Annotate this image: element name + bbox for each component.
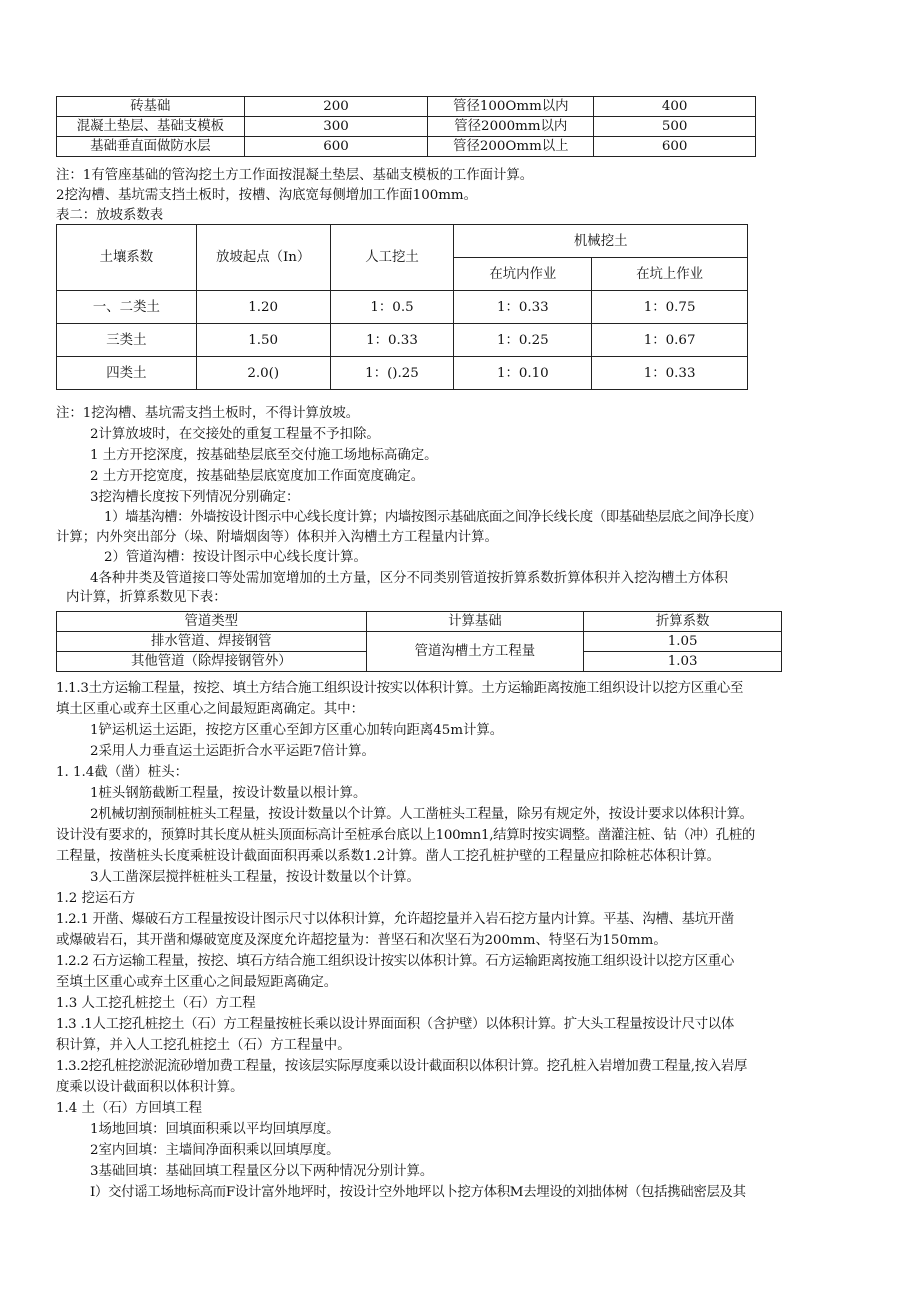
table-cell: 200 <box>244 97 428 117</box>
table-cell: 300 <box>244 117 428 137</box>
paragraph-line: 2采用人力垂直运土运距折合水平运距7倍计算。 <box>90 744 375 759</box>
table-row <box>57 291 748 324</box>
table-row <box>57 632 782 652</box>
header-on-pit: 在坑上作业 <box>592 258 748 291</box>
table-cell: 1.03 <box>584 652 782 672</box>
work-face-table <box>56 96 756 157</box>
table-row <box>57 357 748 390</box>
paragraph-line: 填土区重心或弃土区重心之间最短距离确定。其中： <box>56 702 364 717</box>
note-line: 4各种井类及管道接口等处需加宽增加的土方量，区分不同类别管道按折算系数折算体积并入挖沟槽土方体积 <box>90 571 728 586</box>
note-line: 3挖沟槽长度按下列情况分别确定： <box>90 490 300 505</box>
table-cell: 1.05 <box>584 632 782 652</box>
paragraph-line: 1场地回填：回填面积乘以平均回填厚度。 <box>90 1122 340 1137</box>
paragraph-line: 3基础回填：基础回填工程量区分以下两种情况分别计算。 <box>90 1164 434 1179</box>
paragraph-line: 1桩头钢筋截断工程量，按设计数量以根计算。 <box>90 786 367 801</box>
note-line: 2 土方开挖宽度，按基础垫层底宽度加工作面宽度确定。 <box>90 469 425 484</box>
table-cell: 四类土 <box>57 357 197 390</box>
paragraph-line: 积计算，并入人工挖孔桩挖土（石）方工程量中。 <box>56 1038 351 1053</box>
table-cell: 其他管道（除焊接钢管外） <box>57 652 367 672</box>
header-machine: 机械挖土 <box>454 225 748 258</box>
table-header-row <box>57 612 782 632</box>
paragraph-line: I）交付谣工场地标高而F设计富外地坪时，按设计空外地坪以卜挖方体积M去埋设的刘拙体树（包括携础密层及其 <box>90 1185 746 1200</box>
table-row <box>57 137 756 157</box>
paragraph-line: 工程量，按凿桩头长度乘桩设计截面面积再乘以系数1.2计算。凿人工挖孔桩护壁的工程量应扣除桩芯体积计算。 <box>56 849 721 864</box>
paragraph-line: 1.2.2 石方运输工程量，按挖、填石方结合施工组织设计按实以体积计算。石方运输距离按施工组织设计以挖方区重心 <box>56 954 734 969</box>
table-cell: 1：0.25 <box>454 324 592 357</box>
table-cell: 1：0.33 <box>592 357 748 390</box>
paragraph-line: 或爆破岩石，其开凿和爆破宽度及深度允许超挖量为：普坚石和次坚石为200mm、特坚石为150mm。 <box>56 933 667 948</box>
paragraph-line: 度乘以设计截面积以体积计算。 <box>56 1080 244 1095</box>
table-cell: 400 <box>594 97 756 117</box>
table-caption: 表二：放坡系数表 <box>56 208 164 223</box>
note-line: 2）管道沟槽：按设计图示中心线长度计算。 <box>104 550 367 565</box>
paragraph-line: 2机械切割预制桩桩头工程量，按设计数量以个计算。人工凿桩头工程量，除另有规定外，按设计要求以体积计算。 <box>90 807 753 822</box>
table-cell: 1：0.5 <box>330 291 454 324</box>
table-cell: 一、二类土 <box>57 291 197 324</box>
header-manual: 人工挖土 <box>330 225 454 291</box>
table-header-row <box>57 225 748 258</box>
table-cell: 混凝土垫层、基础支模板 <box>57 117 245 137</box>
table-cell: 排水管道、焊接钢管 <box>57 632 367 652</box>
note-line: 2计算放坡时，在交接处的重复工程量不予扣除。 <box>90 427 380 442</box>
paragraph-line: 至填土区重心或弃土区重心之间最短距离确定。 <box>56 975 338 990</box>
table-cell: 1.50 <box>196 324 330 357</box>
section-heading: 1. 1.4截（凿）桩头： <box>56 765 189 780</box>
paragraph-line: 2室内回填：主墙间净面积乘以回填厚度。 <box>90 1143 340 1158</box>
paragraph-line: 1.2.1 开凿、爆破石方工程量按设计图示尺寸以体积计算，允许超挖量并入岩石挖方量内计算。平基、沟槽、基坑开凿 <box>56 912 734 927</box>
paragraph-line: 设计没有要求的，预算时其长度从桩头顶面标高计至桩承台底以上100mn1,结算时按实调整。凿灌注桩、钻（冲）孔桩的 <box>56 828 755 843</box>
section-heading: 1.4 土（石）方回填工程 <box>56 1101 203 1116</box>
section-heading: 1.2 挖运石方 <box>56 891 136 906</box>
note-line: 1 土方开挖深度，按基础垫层底至交付施工场地标高确定。 <box>90 448 438 463</box>
section-heading: 1.3 人工挖孔桩挖土（石）方工程 <box>56 996 256 1011</box>
header-pipe-type: 管道类型 <box>57 612 367 632</box>
note-line: 1）墙基沟槽：外墙按设计图示中心线长度计算；内墙按图示基础底面之间净长线长度（即基础垫层底之间净长度） <box>104 510 762 525</box>
note-line: 注：1挖沟槽、基坑需支挡土板时，不得计算放坡。 <box>56 406 360 421</box>
table-cell: 砖基础 <box>57 97 245 117</box>
note-line: 内计算，折算系数见下表： <box>66 590 227 605</box>
conversion-factor-table <box>56 611 782 672</box>
table-row <box>57 97 756 117</box>
note-line: 注：1有管座基础的管沟挖土方工作面按混凝土垫层、基础支模板的工作面计算。 <box>56 168 534 183</box>
table-cell: 1：0.33 <box>330 324 454 357</box>
table-cell: 600 <box>594 137 756 157</box>
table-cell: 基础垂直面做防水层 <box>57 137 245 157</box>
paragraph-line: 1.3 .1人工挖孔桩挖土（石）方工程量按桩长乘以设计界面面积（含护壁）以体积计算。扩大头工程量按设计尺寸以体 <box>56 1017 734 1032</box>
table-cell: 管道沟槽土方工程量 <box>366 632 584 672</box>
paragraph-line: 1.1.3土方运输工程量，按挖、填土方结合施工组织设计按实以体积计算。土方运输距离按施工组织设计以挖方区重心至 <box>56 681 744 696</box>
table-cell: 2.0() <box>196 357 330 390</box>
table-cell: 1：0.10 <box>454 357 592 390</box>
table-row <box>57 117 756 137</box>
header-slope-start: 放坡起点（In） <box>196 225 330 291</box>
paragraph-line: 1.3.2挖孔桩挖淤泥流砂增加费工程量，按该层实际厚度乘以设计截面积以体积计算。挖孔桩入岩增加费工程量,按入岩厚 <box>56 1059 748 1074</box>
note-line: 计算；内外突出部分（垛、附墙烟囱等）体积并入沟槽土方工程量内计算。 <box>56 530 498 545</box>
slope-coefficient-table <box>56 224 748 390</box>
table-cell: 三类土 <box>57 324 197 357</box>
table-row <box>57 324 748 357</box>
table-cell: 管径2000mm以内 <box>428 117 594 137</box>
header-basis: 计算基础 <box>366 612 584 632</box>
header-in-pit: 在坑内作业 <box>454 258 592 291</box>
table-cell: 1：0.33 <box>454 291 592 324</box>
paragraph-line: 1铲运机运土运距，按挖方区重心至卸方区重心加转向距离45m计算。 <box>90 723 504 738</box>
header-soil: 土壤系数 <box>57 225 197 291</box>
table-cell: 1：0.75 <box>592 291 748 324</box>
table-cell: 管径200Omm以上 <box>428 137 594 157</box>
table-cell: 1：().25 <box>330 357 454 390</box>
header-coefficient: 折算系数 <box>584 612 782 632</box>
paragraph-line: 3人工凿深层搅拌桩桩头工程量，按设计数量以个计算。 <box>90 870 420 885</box>
note-line: 2挖沟槽、基坑需支挡土板时，按槽、沟底宽每侧增加工作面100mm。 <box>56 188 478 203</box>
table-cell: 1.20 <box>196 291 330 324</box>
table-cell: 管径100Omm以内 <box>428 97 594 117</box>
table-cell: 500 <box>594 117 756 137</box>
table-cell: 1：0.67 <box>592 324 748 357</box>
table-cell: 600 <box>244 137 428 157</box>
